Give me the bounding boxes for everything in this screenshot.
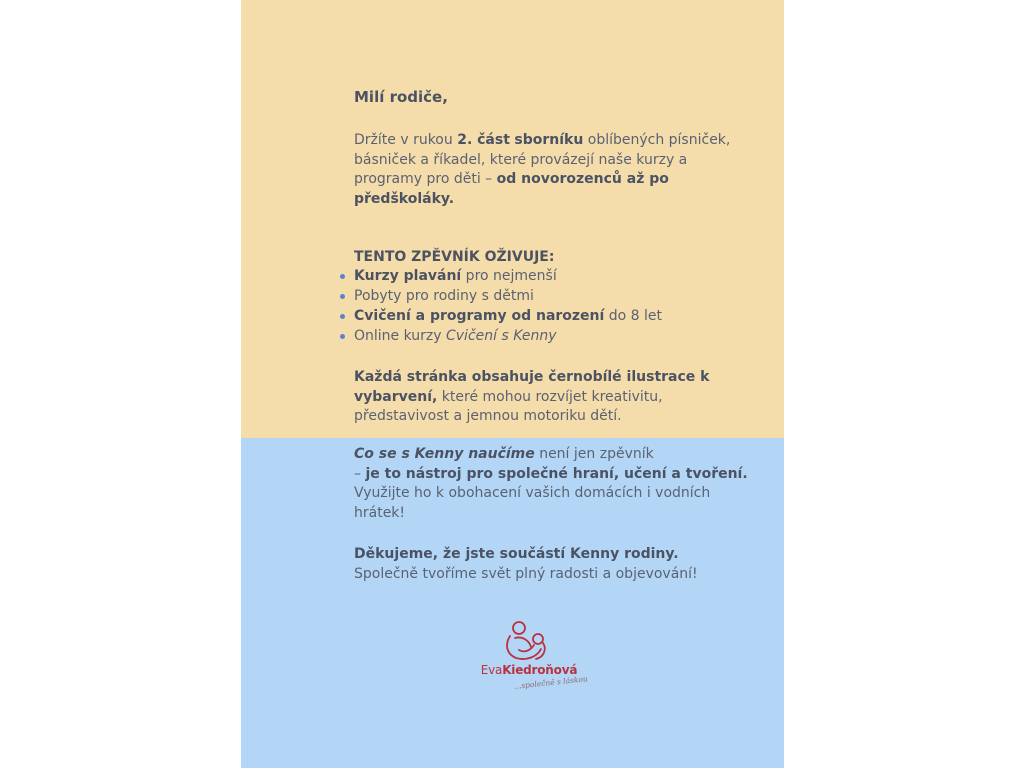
thanks-bold: Děkujeme, že jste součástí Kenny rodiny.	[354, 546, 679, 562]
about-bold: je to nástroj pro společné hraní, učení a tvoření.	[365, 465, 748, 482]
list-item-text: Pobyty pro rodiny s dětmi	[354, 288, 534, 304]
list-item-text: Online kurzy	[354, 328, 446, 344]
list-heading: TENTO ZPĚVNÍK OŽIVUJE:	[354, 249, 555, 265]
about-text-1: není jen zpěvník	[534, 446, 654, 462]
coloring-bold: Každá stránka obsahuje černobílé ilustrace k vybarvení,	[354, 369, 710, 405]
list-item	[354, 287, 754, 307]
brand-logo	[479, 617, 599, 697]
coloring-text: které mohou rozvíjet kreativitu, představivost a jemnou motoriku dětí.	[354, 388, 663, 424]
intro-text-1: Držíte v rukou	[354, 132, 458, 148]
book-title-italic: Co se s Kenny naučíme	[354, 446, 535, 462]
bullet-icon	[340, 334, 345, 339]
bullet-icon	[340, 274, 345, 279]
about-dash: –	[354, 465, 366, 482]
bullet-icon	[340, 314, 345, 319]
logo-last-name: Kiedroňová	[502, 663, 578, 677]
coloring-paragraph	[354, 368, 754, 427]
list-item	[354, 327, 754, 347]
list-item-bold: Cvičení a programy od narození	[354, 308, 605, 324]
thanks-text: Společně tvoříme svět plný radosti a objevování!	[354, 565, 698, 582]
list-item-text: do 8 let	[604, 308, 663, 324]
intro-bold-collection: sborníku	[514, 132, 584, 148]
greeting-heading: Milí rodiče,	[354, 88, 448, 106]
intro-bold-part: 2. část	[457, 132, 510, 148]
list-item-bold: Kurzy plavání	[354, 268, 462, 284]
booklet-page	[241, 0, 784, 768]
about-text-2: Využijte ho k obohacení vašich domácích i vodních hrátek!	[354, 485, 711, 521]
intro-bold-ages: od novorozenců až po předškoláky.	[354, 171, 669, 207]
logo-wordmark	[479, 663, 579, 677]
list-item-text: pro nejmenší	[461, 268, 557, 284]
intro-paragraph	[354, 131, 754, 209]
mother-child-logo-icon	[479, 617, 579, 663]
list-item-italic: Cvičení s Kenny	[446, 328, 557, 344]
logo-first-name: Eva	[480, 663, 503, 677]
list-item	[354, 267, 754, 287]
about-paragraph	[354, 445, 754, 523]
intro-text-3: oblíbených písniček, básniček a říkadel, které provázejí naše kurzy a programy pro děti –	[354, 132, 731, 187]
bullet-icon	[340, 294, 345, 299]
list-item	[354, 307, 754, 327]
thanks-paragraph	[354, 545, 754, 584]
logo-tagline: ...společně s láskou	[513, 674, 589, 691]
feature-list	[354, 267, 754, 347]
